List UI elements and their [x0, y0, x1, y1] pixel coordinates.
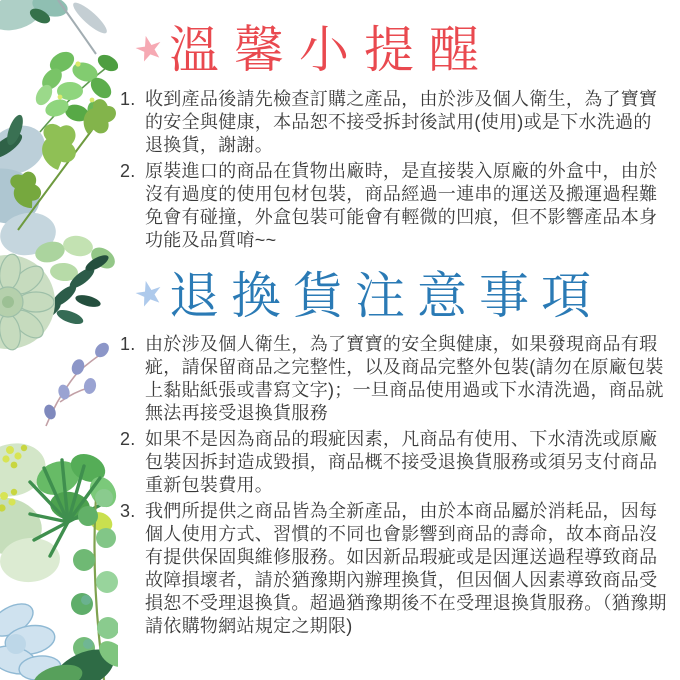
berry-branch	[42, 340, 111, 426]
notice-item-text: 如果不是因為商品的瑕疵因素，凡商品有使用、下水清洗或原廠包裝因拆封造成毀損，商品概不接受退換貨服務或須另支付商品重新包裝費用。	[145, 429, 658, 495]
return-policy-title: 退換貨注意事項	[169, 267, 603, 324]
notice-item	[120, 160, 668, 252]
notice-item-text: 由於涉及個人衛生，為了寶寶的安全與健康，如果發現商品有瑕疵，請保留商品之完整性，以及商品完整外包裝(請勿在原廠包裝上黏貼紙張或書寫文字)；一旦商品使用過或下水清洗過，商品就無法再接受退換貨服務	[145, 334, 664, 423]
notice-item-number: 2.	[120, 160, 136, 181]
notice-item	[120, 333, 668, 425]
notice-item-number: 2.	[120, 429, 136, 449]
notice-item-text: 我們所提供之商品皆為全新產品，由於本商品屬於消耗品，因每個人使用方式、習慣的不同也會影響到商品的壽命，故本商品沒有提供保固與維修服務。如因新品瑕疵或是因運送過程導致商品故障損壞者，請於猶豫期內辦理換貨，但因個人因素導致商品受損恕不受理退換貨。超過猶豫期後不在受理退換貨服務。（猶豫期請依購物網站規定之期限)	[145, 501, 667, 636]
botanical-leaf-border	[0, 0, 118, 680]
notice-item-number: 1.	[120, 334, 136, 354]
notice-content	[118, 0, 668, 641]
return-policy-header	[134, 268, 668, 326]
notice-item-number: 1.	[120, 88, 136, 109]
notice-item	[120, 500, 668, 638]
notice-item-text: 收到產品後請先檢查訂購之產品，由於涉及個人衛生，為了寶寶的安全與健康，本品恕不接受拆封後試用(使用)或是下水洗過的退換貨，謝謝。	[145, 88, 658, 155]
succulent-rosette	[0, 253, 55, 352]
star-shape	[134, 279, 164, 308]
star-icon	[134, 34, 164, 64]
warm-reminder-header	[134, 22, 668, 80]
section-warm-reminder	[118, 22, 668, 252]
leaf-cluster-upper-mid	[0, 96, 118, 260]
notice-item	[120, 428, 668, 497]
star-icon	[134, 279, 164, 309]
notice-item-text: 原裝進口的商品在貨物出廠時，是直接裝入原廠的外盒中，由於沒有過度的使用包材包裝，商品經過一連串的運送及搬運過程難免會有碰撞，外盒包裝可能會有輕微的凹痕，但不影響產品本身功能及品質唷~~	[145, 160, 658, 250]
notice-item-number: 3.	[120, 501, 136, 521]
return-policy-list	[120, 333, 668, 638]
leaf-cluster-middle	[0, 234, 118, 426]
star-shape	[134, 34, 164, 63]
section-return-policy	[118, 268, 668, 639]
warm-reminder-title: 溫馨小提醒	[169, 22, 494, 78]
notice-item	[120, 88, 668, 157]
warm-reminder-list	[120, 88, 668, 252]
